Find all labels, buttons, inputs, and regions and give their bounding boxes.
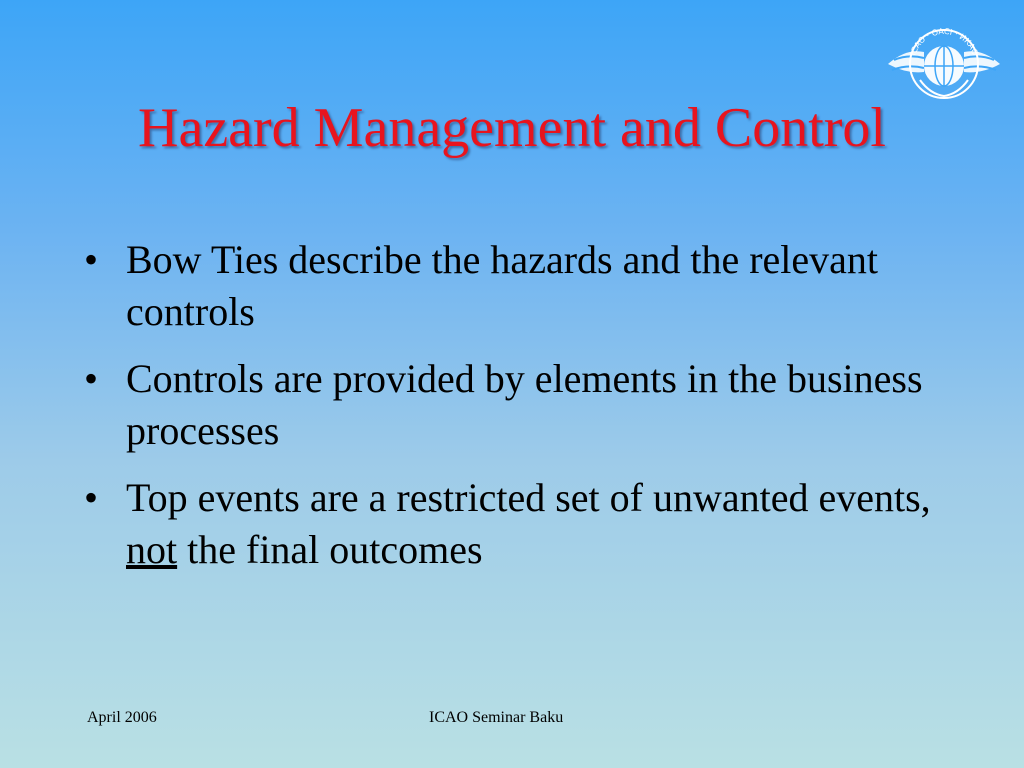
underlined-word: not xyxy=(126,527,178,572)
slide-title: Hazard Management and Control xyxy=(138,97,886,159)
icao-logo xyxy=(884,14,1004,114)
bullet-text-before: Top events are a restricted set of unwanted events, xyxy=(126,475,931,520)
footer-center-text: ICAO Seminar Baku xyxy=(429,709,564,726)
bullet-dot-icon: • xyxy=(84,237,99,282)
logo-ring-text: ICAO · OACI · ИКАО xyxy=(908,26,980,57)
bullet-dot-icon: • xyxy=(84,356,99,401)
icao-emblem-icon xyxy=(884,14,1004,114)
bullet-item xyxy=(84,234,944,338)
bullet-text: Bow Ties describe the hazards and the relevant controls xyxy=(126,237,879,334)
bullet-list xyxy=(84,234,944,591)
bullet-text-after: the final outcomes xyxy=(177,527,483,572)
bullet-dot-icon: • xyxy=(84,475,99,520)
footer-date: April 2006 xyxy=(87,709,157,726)
bullet-item xyxy=(84,353,944,457)
bullet-text: Controls are provided by elements in the business processes xyxy=(126,356,923,453)
bullet-text xyxy=(126,475,931,572)
bullet-item xyxy=(84,472,944,576)
